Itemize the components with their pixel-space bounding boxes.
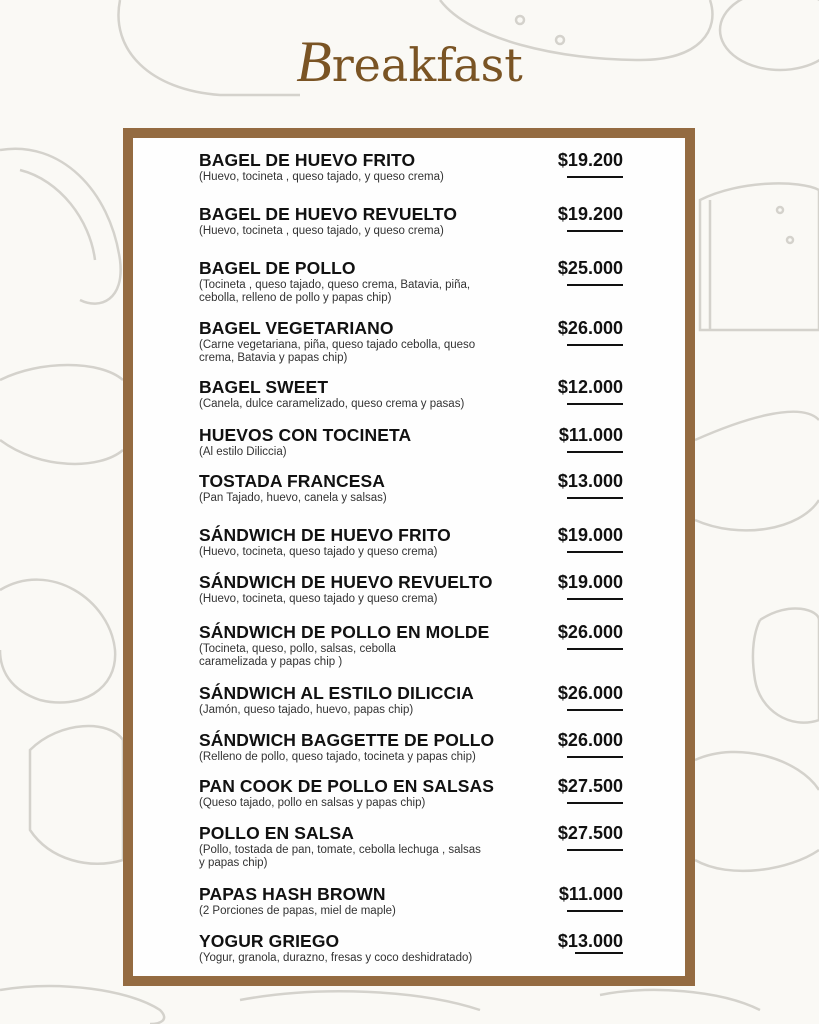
item-description: (Yogur, granola, durazno, fresas y coco deshidratado) — [199, 952, 473, 964]
item-price: $11.000 — [558, 884, 623, 904]
item-price: $19.000 — [557, 572, 623, 592]
item-price: $27.500 — [557, 776, 623, 796]
item-description: (Tocineta , queso tajado, queso crema, Batavia, piña, cebolla, relleno de pollo y papas chip) — [199, 279, 471, 304]
item-description: (Relleno de pollo, queso tajado, tocineta y papas chip) — [199, 751, 476, 763]
item-description: (2 Porciones de papas, miel de maple) — [199, 905, 396, 917]
item-description: (Pan Tajado, huevo, canela y salsas) — [199, 492, 387, 504]
item-name: PAN COOK DE POLLO EN SALSAS — [199, 776, 495, 796]
price-underline — [567, 344, 623, 346]
item-name: BAGEL DE HUEVO REVUELTO — [199, 204, 458, 224]
item-name: BAGEL DE HUEVO FRITO — [199, 150, 416, 170]
item-description: (Queso tajado, pollo en salsas y papas chip) — [199, 797, 426, 809]
item-price: $19.200 — [557, 204, 623, 224]
item-name: PAPAS HASH BROWN — [199, 884, 386, 904]
item-description: (Pollo, tostada de pan, tomate, cebolla lechuga , salsas y papas chip) — [199, 844, 481, 869]
menu-item — [199, 730, 623, 764]
menu-item — [199, 823, 623, 870]
item-description: (Jamón, queso tajado, huevo, papas chip) — [199, 704, 414, 716]
item-name: SÁNDWICH BAGGETTE DE POLLO — [199, 730, 495, 750]
menu-item — [199, 683, 623, 717]
price-underline — [567, 756, 623, 758]
item-price: $11.000 — [558, 425, 623, 445]
menu-item — [199, 931, 623, 965]
item-description: (Huevo, tocineta, queso tajado y queso crema) — [199, 593, 438, 605]
item-price: $12.000 — [557, 377, 623, 397]
menu-item — [199, 318, 623, 365]
item-description: (Tocineta, queso, pollo, salsas, cebolla caramelizada y papas chip ) — [199, 643, 396, 668]
price-underline — [575, 952, 623, 954]
item-name: SÁNDWICH AL ESTILO DILICCIA — [199, 683, 474, 703]
menu-item — [199, 884, 623, 918]
item-price: $25.000 — [557, 258, 623, 278]
item-name: POLLO EN SALSA — [199, 823, 355, 843]
item-name: TOSTADA FRANCESA — [199, 471, 385, 491]
price-underline — [567, 176, 623, 178]
menu-item — [199, 471, 623, 505]
item-price: $19.200 — [557, 150, 623, 170]
price-underline — [567, 709, 623, 711]
item-description: (Al estilo Diliccia) — [199, 446, 287, 458]
menu-item — [199, 204, 623, 238]
item-description: (Huevo, tocineta , queso tajado, y queso crema) — [199, 171, 444, 183]
price-underline — [567, 910, 623, 912]
item-name: YOGUR GRIEGO — [199, 931, 340, 951]
menu-item — [199, 377, 623, 411]
menu-item — [199, 258, 623, 305]
item-name: BAGEL DE POLLO — [199, 258, 356, 278]
menu-title: Breakfast — [296, 29, 523, 94]
item-name: SÁNDWICH DE POLLO EN MOLDE — [199, 622, 490, 642]
item-name: HUEVOS CON TOCINETA — [199, 425, 412, 445]
menu-item — [199, 776, 623, 810]
item-description: (Huevo, tocineta , queso tajado, y queso crema) — [199, 225, 444, 237]
item-description: (Carne vegetariana, piña, queso tajado cebolla, queso crema, Batavia y papas chip) — [199, 339, 476, 364]
item-price: $19.000 — [557, 525, 623, 545]
item-description: (Canela, dulce caramelizado, queso crema y pasas) — [199, 398, 465, 410]
item-name: BAGEL SWEET — [199, 377, 329, 397]
item-name: SÁNDWICH DE HUEVO REVUELTO — [199, 572, 493, 592]
price-underline — [567, 497, 623, 499]
price-underline — [567, 230, 623, 232]
menu-item — [199, 150, 623, 184]
price-underline — [567, 849, 623, 851]
menu-item — [199, 425, 623, 459]
price-underline — [567, 648, 623, 650]
item-name: SÁNDWICH DE HUEVO FRITO — [199, 525, 451, 545]
price-underline — [567, 802, 623, 804]
item-price: $13.000 — [557, 931, 623, 951]
item-description: (Huevo, tocineta, queso tajado y queso crema) — [199, 546, 438, 558]
item-price: $26.000 — [557, 683, 623, 703]
menu-item — [199, 622, 623, 669]
price-underline — [567, 451, 623, 453]
item-price: $26.000 — [557, 622, 623, 642]
menu-item — [199, 525, 623, 559]
menu-item — [199, 572, 623, 606]
item-price: $26.000 — [557, 730, 623, 750]
price-underline — [567, 403, 623, 405]
item-price: $13.000 — [557, 471, 623, 491]
price-underline — [567, 551, 623, 553]
price-underline — [567, 598, 623, 600]
price-underline — [567, 284, 623, 286]
item-price: $26.000 — [557, 318, 623, 338]
item-name: BAGEL VEGETARIANO — [199, 318, 394, 338]
item-price: $27.500 — [557, 823, 623, 843]
